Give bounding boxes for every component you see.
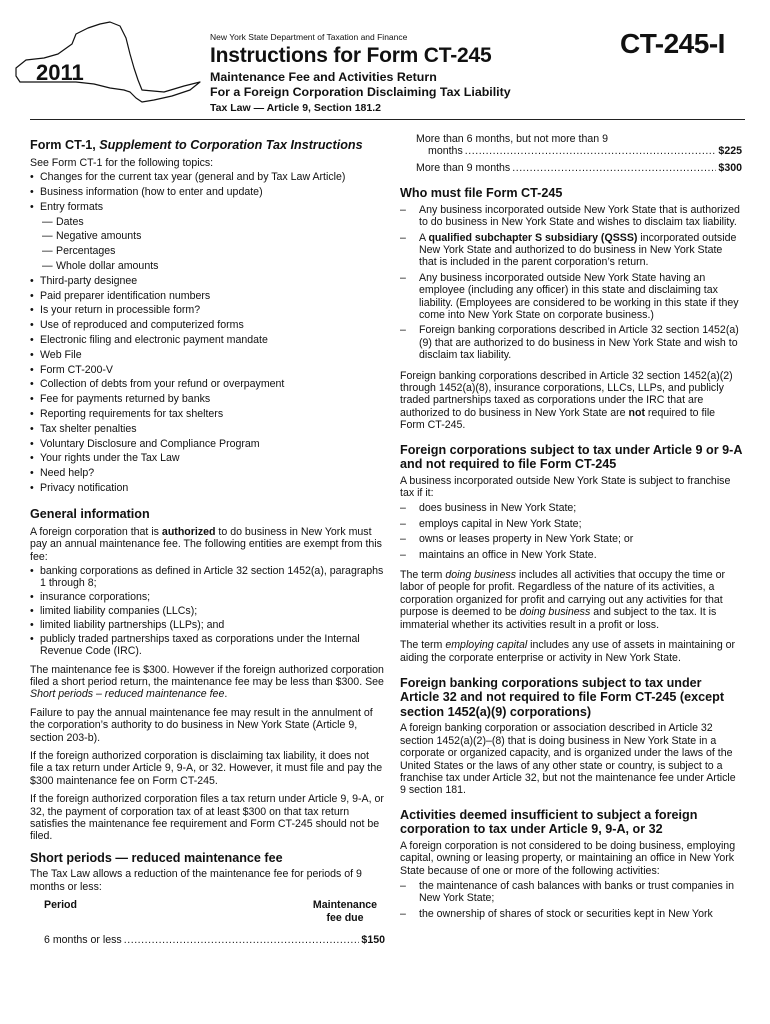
list-item: • Tax shelter penalties [30,423,385,435]
list-item: • publicly traded partnerships taxed as corporations under the Internal Revenue Code (IRC). [30,633,385,658]
doing-business-definition [400,569,742,631]
general-paragraph-2 [30,664,385,701]
short-periods-section [30,851,385,947]
document-title: Instructions for Form CT-245 [210,44,492,67]
dot-leader [512,162,716,174]
fee-amount: $150 [361,933,385,946]
list-item: • Form CT-200-V [30,364,385,376]
entry-formats-label: Entry formats [40,200,103,213]
list-item [30,201,385,273]
left-column [30,128,385,946]
list-item: – employs capital in New York State; [400,518,742,530]
dot-leader [124,934,360,946]
list-item: • limited liability partnerships (LLPs); and [30,619,385,631]
tax-law-reference: Tax Law — Article 9, Section 181.2 [210,102,381,114]
column-header-fee [305,899,385,924]
ct1-heading-prefix: Form CT-1, [30,138,100,152]
period-label: 6 months or less [44,933,122,946]
column-header-fee-line-2: fee due [326,911,364,924]
table-row [416,162,742,174]
text-run: to do business in New York must pay an annual maintenance fee. The following entities are exempt from this fee: [30,525,382,563]
who-must-file-list [400,204,742,362]
period-label-line-1: More than 6 months, but not more than 9 [416,133,608,145]
text-run: The term [400,569,446,582]
column-header-fee-line-1: Maintenance [312,899,378,912]
column-header-period: Period [44,899,77,912]
ct1-supplement-heading [30,138,385,153]
tax-year: 2011 [36,60,84,85]
list-item: • Need help? [30,467,385,479]
text-run: A foreign corporation that is [30,525,162,538]
list-item: – maintains an office in New York State. [400,549,742,561]
text-run: required to file Form CT-245. [400,406,716,432]
insufficient-activities-heading: Activities deemed insufficient to subject a foreign corporation to tax under Article 9, 9-A, or 32 [400,807,698,837]
insufficient-activities-intro: A foreign corporation is not considered to be doing business, employing capital, owning or leasing property, or maintaining an office in New York State because of one or more of the following activities: [400,839,736,877]
fee-table-continued [400,133,742,174]
list-item: • Web File [30,349,385,361]
general-information-heading: General information [30,507,150,522]
who-must-file-section [400,186,742,431]
right-column [400,128,742,920]
list-item: • Changes for the current tax year (general and by Tax Law Article) [30,171,385,183]
list-item: • Voluntary Disclosure and Compliance Program [30,438,385,450]
department-name: New York State Department of Taxation and Finance [210,32,408,42]
list-item: • banking corporations as defined in Article 32 section 1452(a), paragraphs 1 through 8; [30,565,385,590]
entry-formats-list [30,216,385,273]
header-divider [30,119,745,120]
ct1-intro: See Form CT-1 for the following topics: [30,156,214,169]
period-label: More than 9 months [416,161,511,174]
list-item: • limited liability companies (LLCs); [30,605,385,617]
ct1-heading-italic: Supplement to Corporation Tax Instructions [99,138,363,152]
list-item: – does business in New York State; [400,502,742,514]
fee-amount: $225 [718,145,742,158]
text-run: . [224,688,228,701]
text-run: includes all activities that occupy the time or labor of people for profit. Regardless of the nature of its activities, a corporation organized for profit and carrying out any activities for that purpose is deemed to be [400,569,726,619]
list-item: • Reporting requirements for tax shelters [30,408,385,420]
foreign-banking-heading: Foreign banking corporations subject to tax under Article 32 and not required to file Form CT-245 (except section 1452(a)(9) corporations) [400,675,725,719]
exempt-entities-list [30,565,385,658]
fee-amount: $300 [718,161,742,174]
subtitle-line-1: Maintenance Fee and Activities Return [210,70,437,84]
list-item: – Foreign banking corporations described in Article 32 section 1452(a)(9) that are authorized to do business in New York State and wish to disclaim tax liability. [400,324,742,361]
list-item: — Whole dollar amounts [30,260,385,272]
short-periods-heading: Short periods — reduced maintenance fee [30,850,283,865]
list-item: — Negative amounts [30,230,385,242]
subtitle-line-2: For a Foreign Corporation Disclaiming Tax Liability [210,85,511,99]
insufficient-activities-list [400,880,742,920]
who-must-file-note [400,370,742,432]
text-run-bold: qualified subchapter S subsidiary (QSSS) [428,231,638,244]
text-run: and subject to the tax. It is immaterial whether its activities result in a profit or loss. [400,606,717,631]
general-paragraph-5: If the foreign authorized corporation files a tax return under Article 9, 9-A, or 32, the payment of corporation tax of at least $300 on that tax return satisfies the maintenance fee requirement and Form CT-245 should not be filed. [30,793,384,843]
text-run: A [419,231,429,244]
foreign-corporations-section [400,443,742,664]
list-item: • Business information (how to enter and update) [30,186,385,198]
text-run-italic: doing business [445,569,517,582]
list-item: – Any business incorporated outside New York State having an employee (including any officer) in this state and disclaiming tax liability. (Employees are considered to be working in this state if they come into New York State on corporate business.) [400,272,742,322]
ct1-supplement-section [30,138,385,494]
text-run-italic: employing capital [445,639,528,652]
fee-table-header [30,899,385,924]
list-item: • Paid preparer identification numbers [30,290,385,302]
text-run: incorporated outside New York State and authorized to do business in New York State that is included in the parent corporation’s return. [419,231,737,269]
text-run: includes any use of assets in maintaining or aiding the corporate enterprise or activity in New York State. [400,639,736,664]
list-item: • insurance corporations; [30,591,385,603]
document-subtitle [210,70,511,100]
list-item: • Is your return in processible form? [30,304,385,316]
list-item [400,232,742,269]
general-paragraph-3: Failure to pay the annual maintenance fee may result in the annulment of the corporation’s authority to do business in New York State (Article 9, section 203-b). [30,706,373,744]
list-item: • Privacy notification [30,482,385,494]
table-row [30,934,385,946]
table-row [416,133,742,158]
foreign-banking-text: A foreign banking corporation or association described in Article 32 section 1452(a)(2)–(8) that is doing business in New York State in a corporate or organized capacity, and is organized under the laws of the United States or the laws of any other state or country, is subject to a franchise tax under Article 32, but not the maintenance fee under Article 9 section 181. [400,722,736,797]
list-item: • Collection of debts from your refund or overpayment [30,378,385,390]
text-run: The maintenance fee is $300. However if the foreign authorized corporation filed a short period return, the maintenance fee may be less than $300. See [30,663,384,688]
list-item: • Fee for payments returned by banks [30,393,385,405]
short-periods-intro: The Tax Law allows a reduction of the maintenance fee for periods of 9 months or less: [30,868,362,893]
foreign-banking-section [400,676,742,797]
fee-table [30,899,385,946]
insufficient-activities-section [400,808,742,920]
list-item: – the maintenance of cash balances with banks or trust companies in New York State; [400,880,742,905]
text-run-italic: doing business [519,606,591,619]
list-item: • Your rights under the Tax Law [30,452,385,464]
text-run-bold: not [628,406,645,419]
text-run: Foreign banking corporations described in Article 32 section 1452(a)(2) through 1452(a)(8), insurance corporations, LLCs, LLPs, and publicly traded partnerships taxed as corporations under the IRC that are authorized to do business in New York State are [400,369,733,419]
list-item: – the ownership of shares of stock or securities kept in New York [400,908,742,920]
text-run-bold: authorized [161,525,216,538]
list-item: • Third-party designee [30,275,385,287]
general-paragraph-1 [30,526,385,563]
ct1-topic-list [30,171,385,494]
list-item: • Use of reproduced and computerized forms [30,319,385,331]
text-run: The term [400,639,446,652]
text-run-italic: Short periods – reduced maintenance fee [30,688,225,701]
form-number: CT-245-I [620,28,725,59]
foreign-corporations-intro: A business incorporated outside New York State is subject to franchise tax if it: [400,474,731,500]
employing-capital-definition [400,639,742,664]
list-item: • Electronic filing and electronic payment mandate [30,334,385,346]
list-item: — Dates [30,216,385,228]
period-label-line-2: months [428,145,463,158]
foreign-corporations-heading: Foreign corporations subject to tax under Article 9 or 9-A and not required to file Form CT-245 [400,442,742,472]
list-item: – owns or leases property in New York State; or [400,533,742,545]
who-must-file-heading: Who must file Form CT-245 [400,186,563,201]
dot-leader [465,145,717,157]
list-item: — Percentages [30,245,385,257]
general-information-section [30,507,385,842]
list-item: – Any business incorporated outside New York State that is authorized to do business in New York State and wishes to disclaim tax liability. [400,204,742,229]
general-paragraph-4: If the foreign authorized corporation is disclaiming tax liability, it does not file a tax return under Article 9, 9-A, or 32. However, it must file and pay the $300 maintenance fee on Form CT-245. [30,749,383,787]
period-row-2 [416,145,742,157]
franchise-tax-criteria-list [400,502,742,561]
